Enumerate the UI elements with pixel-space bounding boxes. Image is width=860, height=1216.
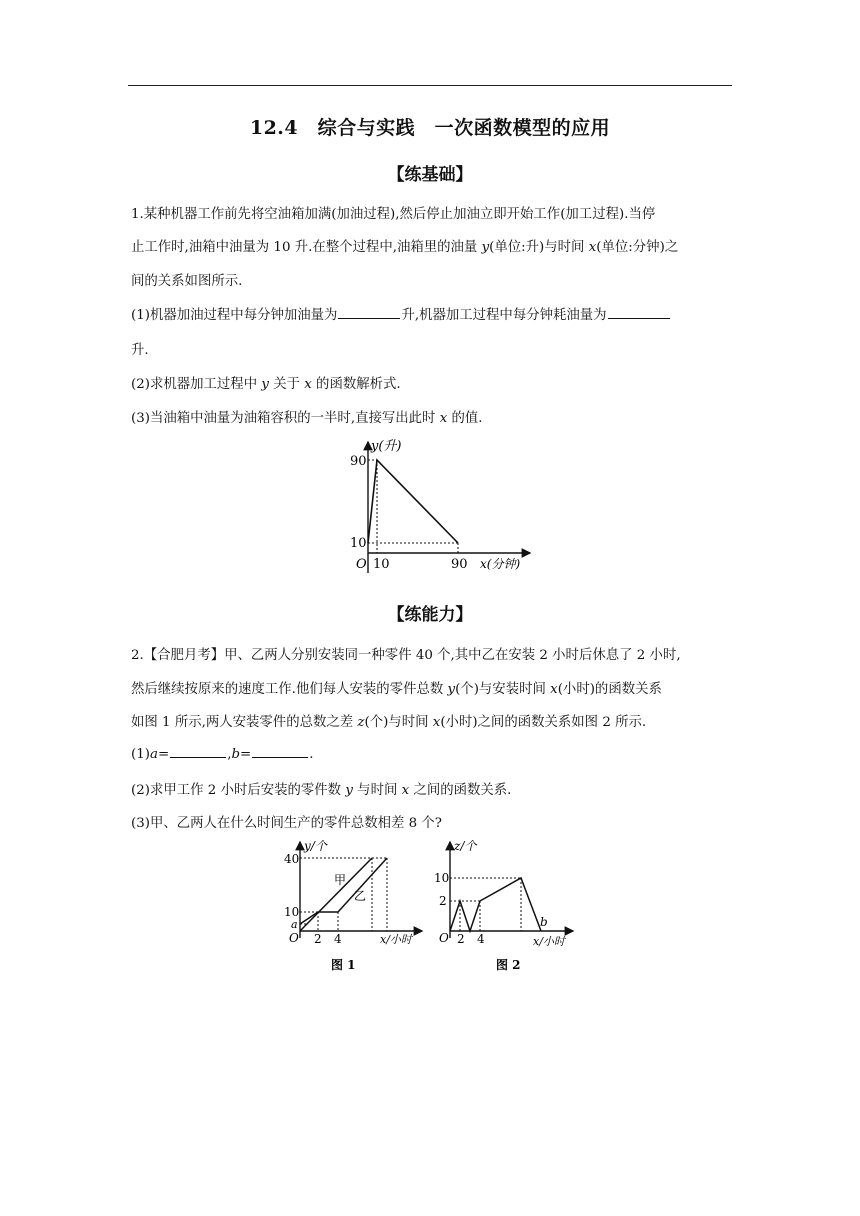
top-rule: [128, 85, 732, 86]
tick-label: 40: [284, 852, 300, 866]
q2-line-3: 如图 1 所示,两人安装零件的总数之差 z(个)与时间 x(小时)之间的函数关系如图 2 所示.: [131, 715, 647, 730]
q2-part-1: (1)a= ,b= .: [131, 747, 314, 762]
answer-blank[interactable]: [338, 306, 400, 319]
x-axis-label: x/小时: [533, 935, 565, 948]
q2-line-1: 2.【合肥月考】甲、乙两人分别安装同一种零件 40 个,其中乙在安装 2 小时后休息了 2 小时,: [131, 648, 681, 663]
q1-part-1: (1)机器加油过程中每分钟加油量为 升,机器加工过程中每分钟耗油量为: [131, 304, 671, 323]
tick-label: 2: [314, 932, 322, 946]
q2-figure-1: [282, 838, 432, 978]
q1-part-1-end: 升.: [131, 343, 149, 358]
line-yi: [300, 858, 387, 924]
q1-line-3: 间的关系如图所示.: [131, 274, 243, 289]
origin-label: O: [439, 931, 449, 945]
y-axis-label: z/个: [454, 839, 477, 853]
q1-line-2: 止工作时,油箱中油量为 10 升.在整个过程中,油箱里的油量 y(单位:升)与时间 x(单位:分钟)之: [131, 240, 679, 255]
q2-part-2: (2)求甲工作 2 小时后安装的零件数 y 与时间 x 之间的函数关系.: [131, 783, 512, 798]
q2-part-3: (3)甲、乙两人在什么时间生产的零件总数相差 8 个?: [131, 816, 442, 831]
series-label-jia: 甲: [334, 873, 347, 887]
tick-label: 10: [434, 871, 450, 885]
tick-label: 2: [439, 894, 447, 908]
q2-line-2: 然后继续按原来的速度工作.他们每人安装的零件总数 y(个)与安装时间 x(小时)的函数关系: [131, 682, 662, 697]
difference-line: [450, 878, 541, 931]
tick-label: 10: [350, 536, 367, 551]
q2-figure-2: [433, 838, 583, 978]
tick-label: 4: [477, 932, 485, 946]
q1-part-2: (2)求机器加工过程中 y 关于 x 的函数解析式.: [131, 377, 401, 392]
oil-line: [368, 460, 458, 543]
tick-label: a: [291, 918, 298, 931]
x-axis-label: x(分钟): [480, 557, 521, 571]
series-label-yi: 乙: [354, 889, 367, 903]
tick-label: 90: [451, 557, 468, 572]
answer-blank[interactable]: [170, 745, 226, 758]
tick-label: 4: [334, 932, 342, 946]
figure-caption: 图 2: [496, 958, 521, 972]
origin-label: O: [289, 931, 299, 945]
y-axis-label: y(升): [371, 439, 402, 454]
q1-line-1: 1.某种机器工作前先将空油箱加满(加油过程),然后停止加油立即开始工作(加工过程).当停: [131, 207, 656, 222]
tick-label: 2: [457, 932, 465, 946]
tick-label: 90: [350, 454, 367, 469]
answer-blank[interactable]: [608, 306, 670, 319]
tick-label: b: [540, 915, 548, 929]
figure-caption: 图 1: [331, 958, 356, 972]
y-axis-label: y/个: [304, 839, 327, 853]
tick-label: 10: [284, 905, 300, 919]
x-axis-label: x/小时: [380, 933, 412, 946]
tick-label: 10: [373, 557, 390, 572]
q1-part-3: (3)当油箱中油量为油箱容积的一半时,直接写出此时 x 的值.: [131, 411, 483, 426]
q1-graph: [330, 430, 540, 580]
page-title: 12.4 综合与实践 一次函数模型的应用: [249, 117, 611, 139]
section-heading-ability: 【练能力】: [387, 605, 473, 625]
answer-blank[interactable]: [252, 745, 308, 758]
origin-label: O: [356, 557, 367, 572]
section-heading-basic: 【练基础】: [387, 165, 473, 185]
